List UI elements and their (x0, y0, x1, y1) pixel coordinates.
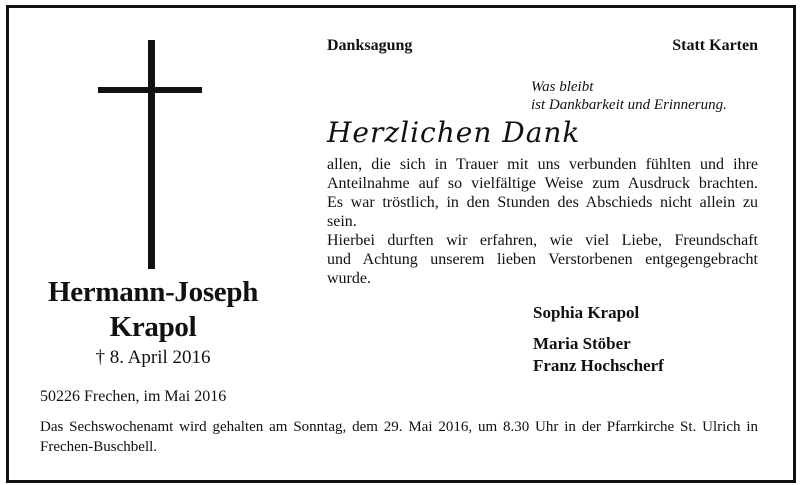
quote (531, 78, 727, 114)
text-line: Anteilnahme auf so vielfältige Weise zum Ausdruck brachten. (327, 175, 758, 192)
quote-line: Was bleibt (531, 79, 594, 95)
heading-statt-karten: Statt Karten (672, 37, 758, 54)
signature-name: Franz Hochscherf (533, 356, 664, 375)
signature-name: Maria Stöber (533, 334, 631, 353)
quote-line: ist Dankbarkeit und Erinnerung. (531, 97, 727, 113)
place-date: 50226 Frechen, im Mai 2016 (40, 388, 227, 405)
thanks-text (327, 155, 758, 288)
text-line: Es war tröstlich, in den Stunden des Abschieds nicht allein zu (327, 194, 758, 211)
text-line: und Achtung unserem lieben Verstorbenen entgegengebracht (327, 251, 758, 268)
thanks-title: Herzlichen Dank (327, 116, 581, 149)
text-line: allen, die sich in Trauer mit uns verbunden fühlten und ihre (327, 156, 758, 173)
text-line: sein. (327, 213, 357, 230)
service-note: Das Sechswochenamt wird gehalten am Sonntag, dem 29. Mai 2016, um 8.30 Uhr in der Pfarrkirche St. Ulrich in Frechen-Buschbell. (40, 419, 758, 455)
deceased-first-name: Hermann-Joseph (47, 276, 259, 308)
deceased-last-name: Krapol (109, 311, 197, 343)
heading-danksagung: Danksagung (327, 37, 413, 54)
signature-name: Sophia Krapol (533, 303, 640, 322)
death-date: † 8. April 2016 (95, 347, 211, 368)
text-line: wurde. (327, 270, 371, 287)
text-line: Hierbei durften wir erfahren, wie viel Liebe, Freundschaft (327, 232, 758, 249)
